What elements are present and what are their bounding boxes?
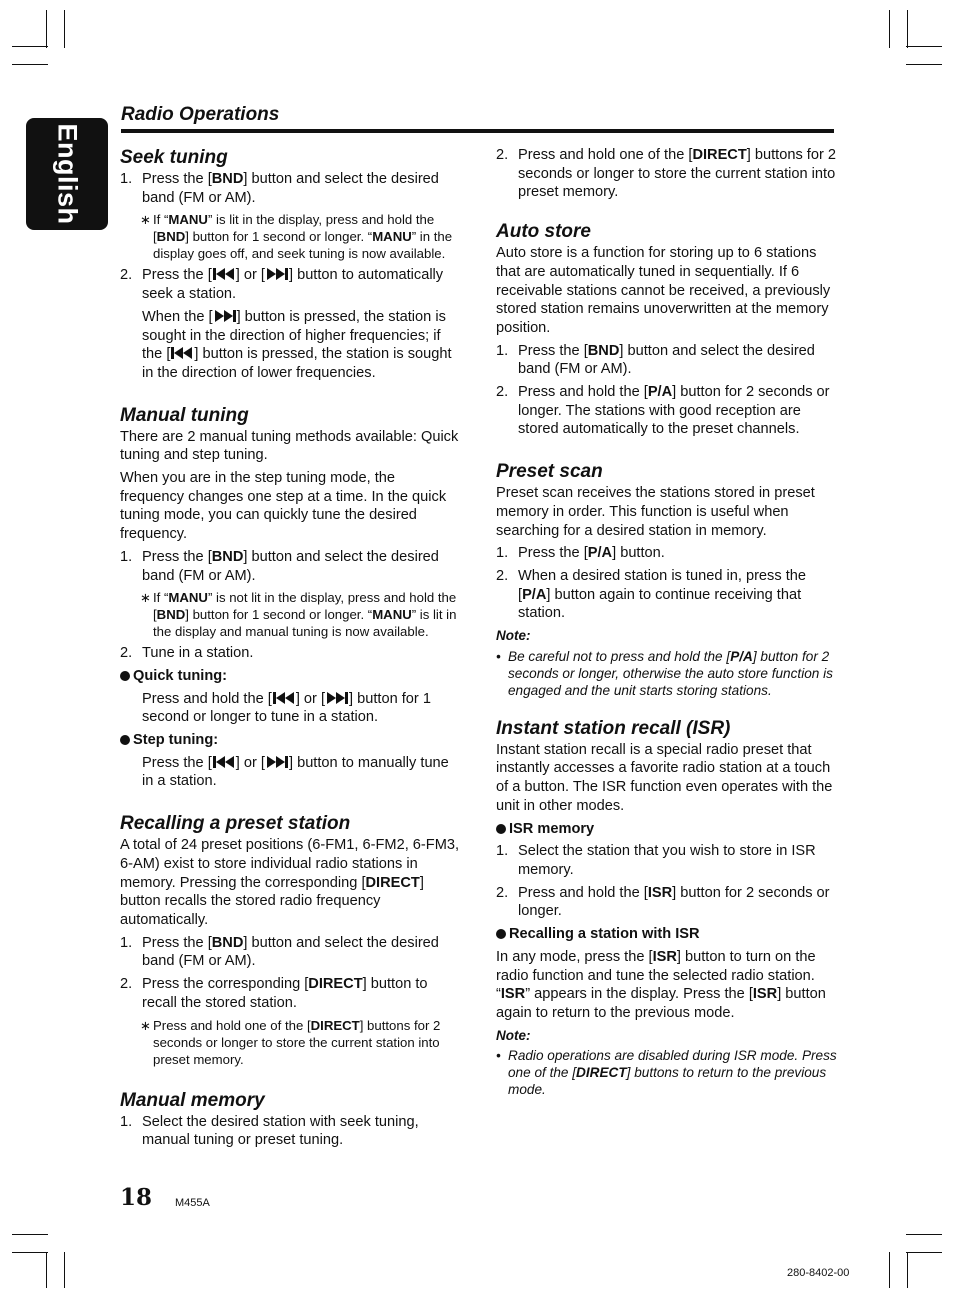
preset-scan-heading: Preset scan [496,461,603,483]
crop-mark [889,1252,890,1288]
crop-mark [907,1252,908,1288]
list-item: 2. Press the corresponding [DIRECT] button to recall the stored station. [120,976,428,1011]
seek-detail: When the [ ] button is pressed, the station is sought in the direction of higher frequencies; if the [ ] button is pressed, the station is sought in the direction of lower frequencies. [142,308,452,381]
asterisk-icon: ∗ [140,1017,152,1033]
list-item: 1. Press the [P/A] button. [496,545,665,562]
skip-back-icon [170,346,194,360]
list-item: 2. Tune in a station. [120,645,254,662]
list-item: 1. Press the [BND] button and select the desired band (FM or AM). [120,548,439,584]
crop-mark [906,1234,942,1235]
auto-store-heading: Auto store [496,221,591,243]
manual-memory-heading: Manual memory [120,1089,265,1111]
paragraph: Instant station recall is a special radio preset that instantly accesses a favorite radio station at a touch of a button. The ISR function even operates with the unit in other modes. [496,741,833,814]
crop-mark [907,10,908,48]
paragraph: Preset scan receives the stations stored in preset memory in order. This function is useful when searching for a desired station in memory. [496,485,815,539]
paragraph: When you are in the step tuning mode, the frequency changes one step at a time. In the quick tuning mode, you can quickly tune the desired frequency. [120,470,447,543]
bullet-icon [120,735,130,745]
section-rule [121,129,834,133]
model-number: M455A [175,1197,210,1209]
crop-mark [906,64,942,65]
bullet-icon [496,824,506,834]
note-text: • Radio operations are disabled during ISR mode. Press one of the [DIRECT] buttons to return to the previous mode. [496,1048,837,1098]
note-text: • Be careful not to press and hold the [P/A] button for 2 seconds or longer, otherwise the auto store function is engaged and the unit starts storing stations. [496,648,833,698]
list-item: 2. When a desired station is tuned in, press the [P/A] button again to continue receiving that station. [496,567,806,622]
note-heading: Note: [496,628,531,644]
quick-tuning-label: Quick tuning: [120,667,460,686]
skip-forward-icon [325,691,349,705]
list-item: 1. Select the station that you wish to store in ISR memory. [496,843,816,878]
skip-back-icon [212,755,236,769]
isr-memory-label: ISR memory [496,820,838,839]
list-item: 2. Press and hold the [P/A] button for 2 seconds or longer. The stations with good reception are stored automatically to the preset channels. [496,384,830,438]
paragraph: Auto store is a function for storing up to 6 stations that are automatically tuned in sequentially. If 6 receivable stations cannot be received, a previously stored station remains unoverwritten at the memory position. [496,245,831,336]
sub-note: ∗ Press and hold one of the [DIRECT] buttons for 2 seconds or longer to store the current station into preset memory. [140,1017,441,1067]
crop-mark [12,64,48,65]
skip-back-icon [212,267,236,281]
bullet-icon [120,671,130,681]
left-column [120,146,460,1154]
list-item: 2. Press and hold the [ISR] button for 2 seconds or longer. [496,884,830,920]
recall-preset-heading: Recalling a preset station [120,813,351,835]
paragraph: There are 2 manual tuning methods available: Quick tuning and step tuning. [120,428,459,464]
asterisk-icon: ∗ [140,590,152,606]
skip-back-icon [272,691,296,705]
sub-note: ∗ If “MANU” is not lit in the display, press and hold the [BND] button for 1 second or longer. “MANU” is lit in the display and manual tuning is now available. [140,590,457,640]
isr-heading: Instant station recall (ISR) [496,717,731,739]
crop-mark [64,1252,65,1288]
crop-mark [889,10,890,48]
skip-forward-icon [213,309,237,323]
list-item: 1. Press the [BND] button and select the desired band (FM or AM). [496,342,815,378]
language-tab [26,118,108,230]
skip-forward-icon [265,755,289,769]
section-title: Radio Operations [121,104,280,125]
asterisk-icon: ∗ [140,212,152,228]
step-tuning-label: Step tuning: [120,731,460,750]
list-item: 1. Press the [BND] button and select the desired band (FM or AM). [120,934,439,970]
list-item: 1. Press the [BND] button and select the desired band (FM or AM). [120,171,439,206]
step-tuning-text: Press the [ ] or [ ] button to manually tune in a station. [142,754,449,790]
sub-note: ∗ If “MANU” is lit in the display, press and hold the [BND] button for 1 second or longer. “MANU” in the display goes off, and seek tuning is now available. [140,212,453,262]
list-item: 1. Select the desired station with seek tuning, manual tuning or preset tuning. [120,1113,419,1149]
bullet-icon [496,929,506,939]
note-heading: Note: [496,1027,531,1043]
crop-mark [64,10,65,48]
crop-mark [12,46,48,47]
right-column [496,146,838,1102]
crop-mark [46,1252,47,1288]
crop-mark [906,46,942,47]
skip-forward-icon [265,267,289,281]
seek-tuning-heading: Seek tuning [120,147,228,168]
crop-mark [46,10,47,48]
crop-mark [12,1234,48,1235]
paragraph: In any mode, press the [ISR] button to turn on the radio function and tune the selected radio station. “ISR” appears in the display. Press the [ISR] button again to return to the previous mode. [496,948,826,1021]
page-number: 18 [120,1184,153,1211]
document-code: 280-8402-00 [787,1267,850,1279]
crop-mark [12,1252,48,1253]
language-tab-label: English [52,123,83,225]
isr-recall-label: Recalling a station with ISR [496,925,838,944]
quick-tuning-text: Press and hold the [ ] or [ ] button for 1 second or longer to tune in a station. [142,690,431,726]
list-item: 2. Press the [ ] or [ ] button to automatically seek a station. [120,267,444,303]
manual-tuning-heading: Manual tuning [120,404,249,426]
list-item: 2. Press and hold one of the [DIRECT] buttons for 2 seconds or longer to store the current station into preset memory. [496,147,837,201]
paragraph: A total of 24 preset positions (6-FM1, 6-FM2, 6-FM3, 6-AM) exist to store individual radio stations in memory. Pressing the corresponding [DIRECT] button recalls the stored radio frequency automatically. [120,837,460,928]
crop-mark [906,1252,942,1253]
